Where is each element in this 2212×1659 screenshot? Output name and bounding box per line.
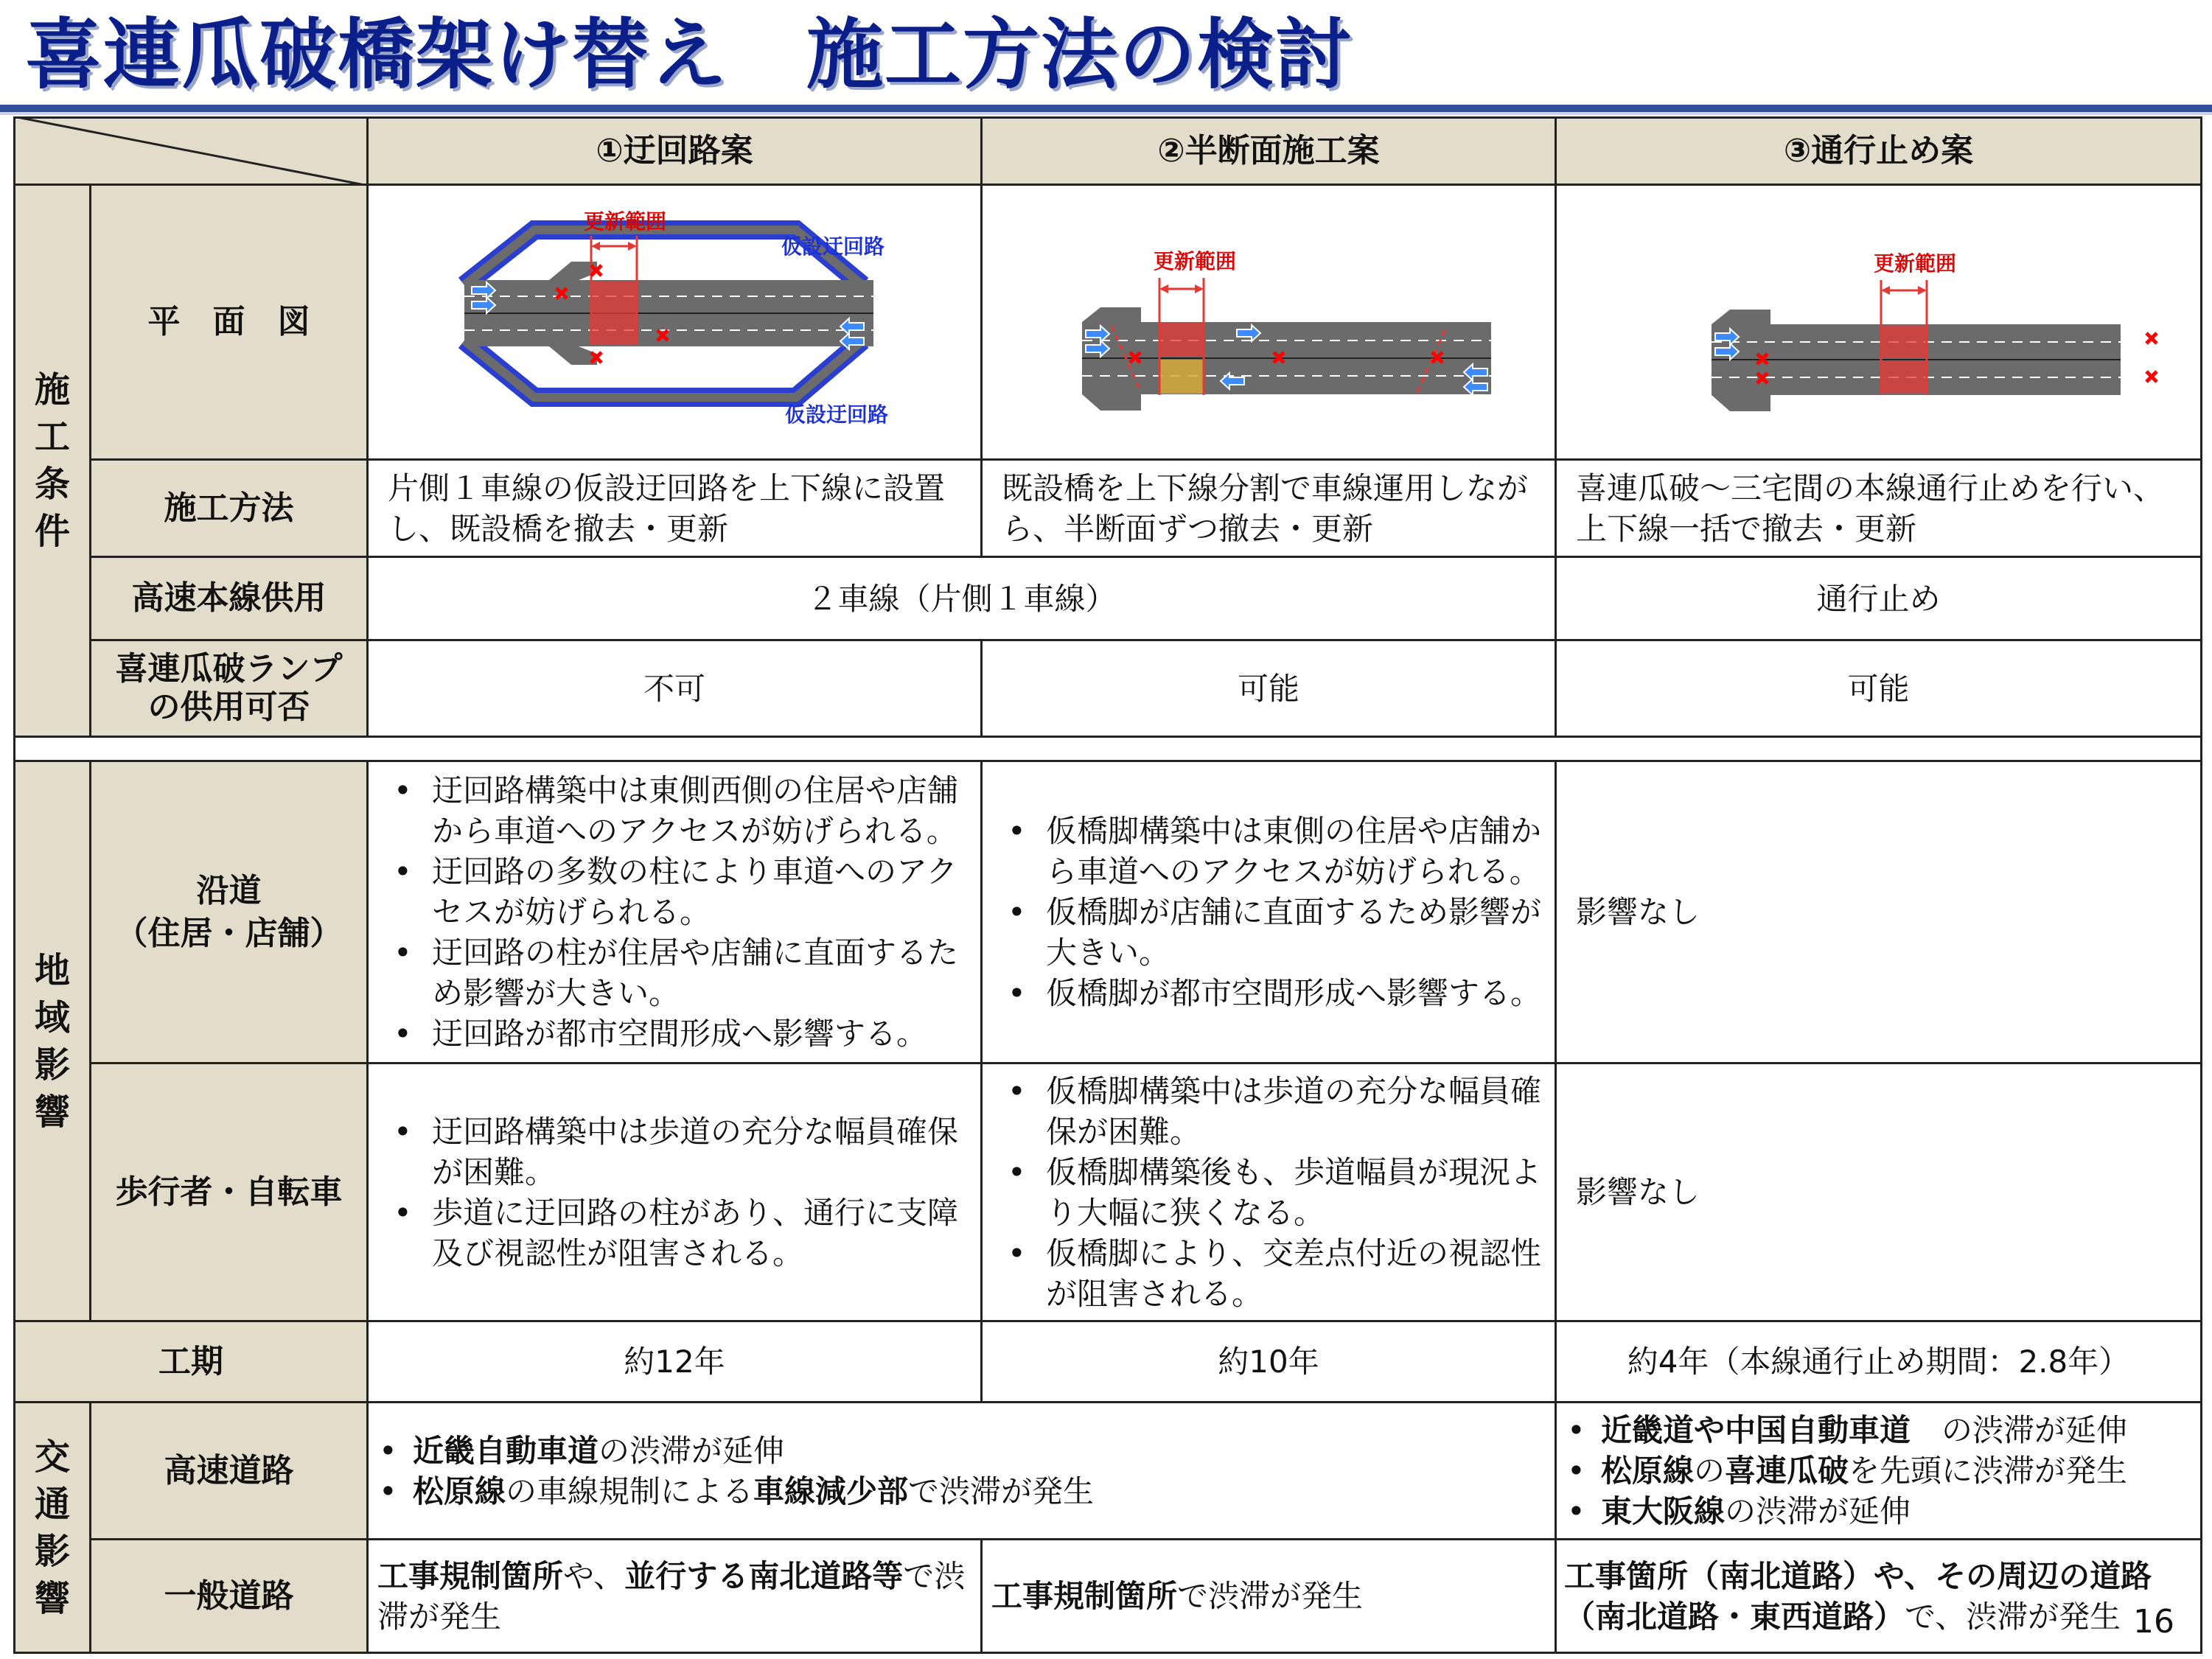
highway-c3-list: • 近畿道や中国自動車道 の渋滞が延伸 • 松原線の喜連瓜破を先頭に渋滞が発生 • 東大阪線の渋滞が延伸 <box>1557 1410 2127 1531</box>
expressway-c12: ２車線（片側１車線） <box>366 556 1557 641</box>
roadside-detour <box>366 760 983 1064</box>
closure-plan-svg <box>1557 186 2200 458</box>
pedestrian-detour-list: • 迂回路構築中は歩道の充分な幅員確保が困難。 • 歩道に迂回路の柱があり、通行に支障及び視認性が阻害される。 <box>369 1111 980 1274</box>
general-detour: 工事規制箇所や、並行する南北道路等で渋滞が発生 <box>366 1538 983 1654</box>
period-detour: 約12年 <box>366 1320 983 1403</box>
row-plan: 平 面 図 <box>89 184 369 461</box>
method-half-section: 既設橋を上下線分割で車線運用しながら、半断面ずつ撤去・更新 <box>980 458 1557 558</box>
row-roadside: 沿道 （住居・店舗） <box>89 760 369 1064</box>
ramp-half-section: 可能 <box>980 639 1557 738</box>
highway-c3 <box>1555 1401 2202 1540</box>
ramp-closure: 可能 <box>1555 639 2202 738</box>
row-period: 工期 <box>13 1320 369 1403</box>
page-title: 喜連瓜破橋架け替え 施工方法の検討 <box>25 10 1354 99</box>
general-closure: 工事箇所（南北道路）や、その周辺の道路（南北道路・東西道路）で、渋滞が発生 <box>1555 1538 2202 1654</box>
update-range-label-2: 更新範囲 <box>1154 249 1237 273</box>
highway-c12-list: • 近畿自動車道の渋滞が延伸 • 松原線の車線規制による車線減少部で渋滞が発生 <box>369 1431 1094 1512</box>
roadside-closure: 影響なし <box>1555 760 2202 1064</box>
highway-c12 <box>366 1401 1557 1540</box>
detour-label-bottom: 仮設迂回路 <box>785 402 889 427</box>
plan-diagram-closure <box>1555 184 2202 461</box>
pedestrian-half-section <box>980 1062 1557 1322</box>
method-detour: 片側１車線の仮設迂回路を上下線に設置し、既設橋を撤去・更新 <box>366 458 983 558</box>
roadside-half-section-list: • 仮橋脚構築中は東側の住居や店舗から車道へのアクセスが妨げられる。 • 仮橋脚が店舗に直面するため影響が大きい。 • 仮橋脚が都市空間形成へ影響する。 <box>983 811 1555 1013</box>
pedestrian-closure: 影響なし <box>1555 1062 2202 1322</box>
column-header-closure: ③通行止め案 <box>1555 116 2202 186</box>
row-pedestrian: 歩行者・自転車 <box>89 1062 369 1322</box>
title-underline-shadow <box>0 112 2212 115</box>
title-underline <box>0 105 2212 112</box>
roadside-half-section <box>980 760 1557 1064</box>
plan-diagram-detour <box>366 184 983 461</box>
plan-diagram-half-section <box>980 184 1557 461</box>
row-method: 施工方法 <box>89 458 369 558</box>
corner-cell <box>13 116 369 186</box>
pedestrian-detour <box>366 1062 983 1322</box>
spacer-row <box>13 736 2202 762</box>
pedestrian-half-section-list: • 仮橋脚構築中は歩道の充分な幅員確保が困難。 • 仮橋脚構築後も、歩道幅員が現況より大幅に狭くなる。 • 仮橋脚により、交差点付近の視認性が阻害される。 <box>983 1071 1555 1314</box>
group-traffic: 交通影響 <box>13 1401 91 1654</box>
period-half-section: 約10年 <box>980 1320 1557 1403</box>
row-highway: 高速道路 <box>89 1401 369 1540</box>
general-half-section: 工事規制箇所で渋滞が発生 <box>980 1538 1557 1654</box>
page-number: 16 <box>2133 1603 2174 1641</box>
detour-label-top: 仮設迂回路 <box>781 234 885 259</box>
expressway-c3: 通行止め <box>1555 556 2202 641</box>
update-range-label: 更新範囲 <box>584 209 667 234</box>
half-section-plan-svg <box>983 186 1555 458</box>
period-closure: 約4年（本線通行止め期間：2.8年） <box>1555 1320 2202 1403</box>
group-regional: 地域影響 <box>13 760 91 1322</box>
update-range-label-3: 更新範囲 <box>1874 251 1957 276</box>
detour-plan-svg <box>369 186 980 458</box>
column-header-half-section: ②半断面施工案 <box>980 116 1557 186</box>
row-expressway: 高速本線供用 <box>89 556 369 641</box>
comparison-table <box>13 116 2202 1654</box>
diagonal-line <box>13 116 369 186</box>
roadside-detour-list: • 迂回路構築中は東側西側の住居や店舗から車道へのアクセスが妨げられる。 • 迂回路の多数の柱により車道へのアクセスが妨げられる。 • 迂回路の柱が住居や店舗に直面するため影響が大きい。 • 迂回路が都市空間形成へ影響する。 <box>369 770 980 1054</box>
group-construction: 施工条件 <box>13 184 91 738</box>
method-closure: 喜連瓜破～三宅間の本線通行止めを行い、上下線一括で撤去・更新 <box>1555 458 2202 558</box>
ramp-detour: 不可 <box>366 639 983 738</box>
column-header-detour: ①迂回路案 <box>366 116 983 186</box>
row-ramp: 喜連瓜破ランプ の供用可否 <box>89 639 369 738</box>
row-general-road: 一般道路 <box>89 1538 369 1654</box>
